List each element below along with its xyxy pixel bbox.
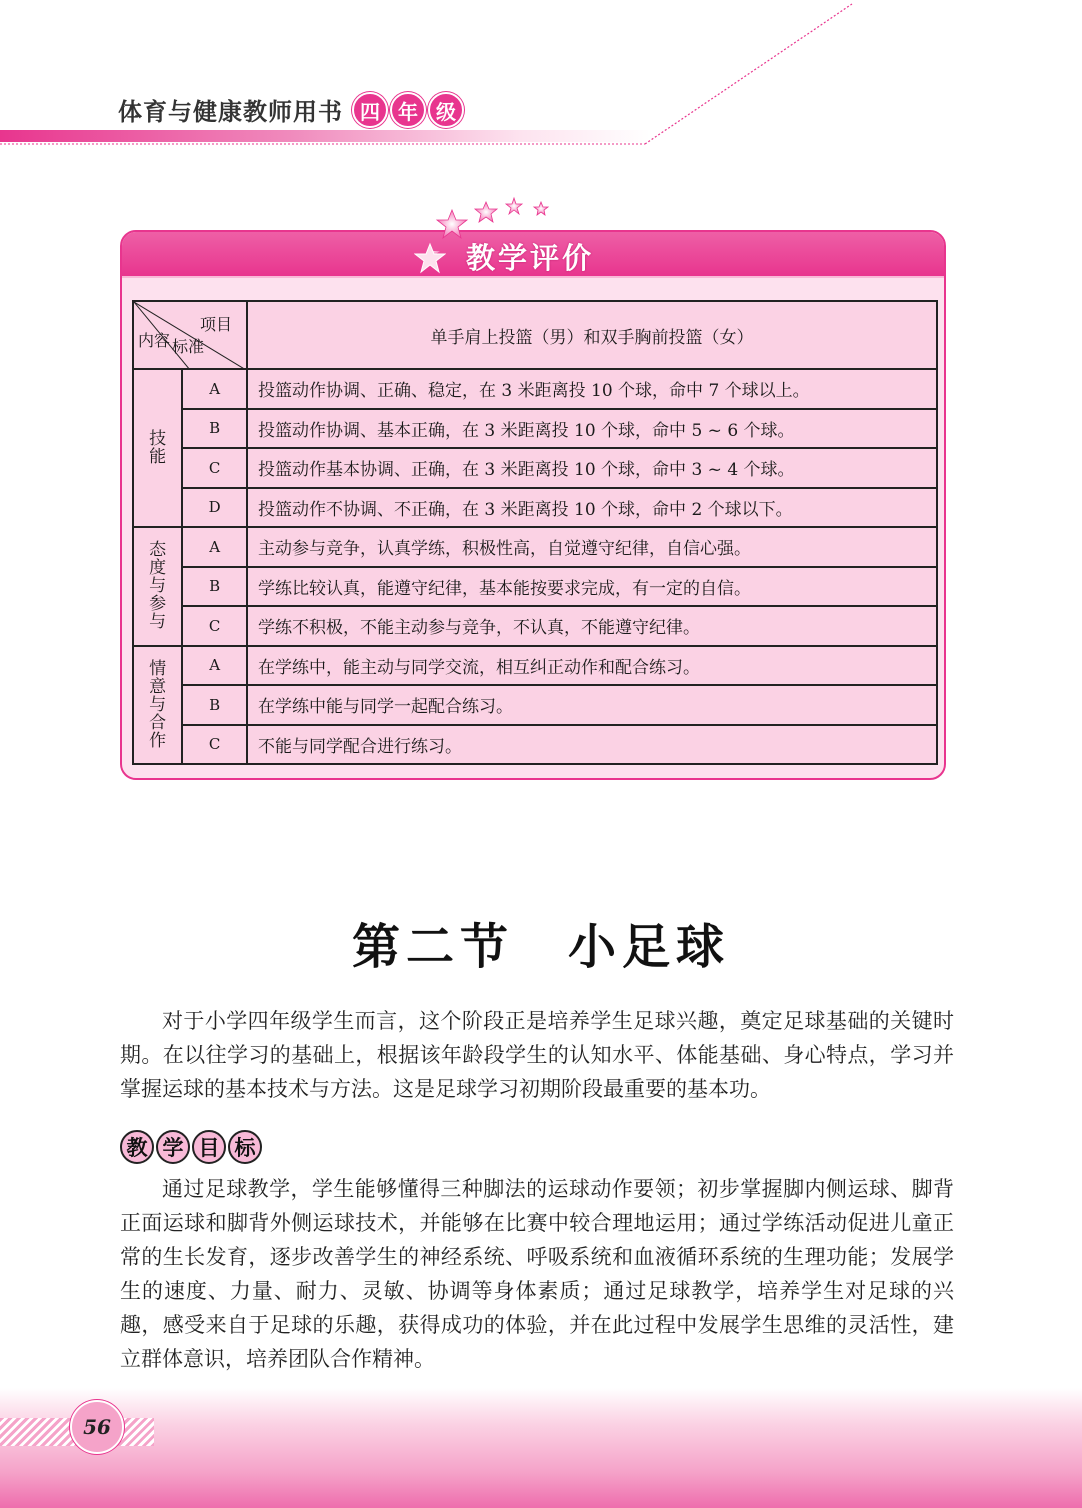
table-header-row	[133, 301, 937, 369]
table-row	[133, 567, 937, 607]
corner-label-content: 内容	[138, 331, 171, 350]
criteria-cell: 投篮动作协调、正确、稳定，在 3 米距离投 10 个球，命中 7 个球以上。	[247, 369, 937, 409]
table-row	[133, 488, 937, 528]
level-cell: B	[182, 567, 247, 607]
header-bar	[0, 130, 650, 142]
title-star-icon	[414, 242, 446, 274]
table-row	[133, 527, 937, 567]
goal-char: 标	[228, 1130, 262, 1164]
criteria-cell: 学练不积极，不能主动参与竞争，不认真，不能遵守纪律。	[247, 606, 937, 646]
grade-badge	[352, 92, 464, 128]
criteria-cell: 不能与同学配合进行练习。	[247, 725, 937, 765]
goal-char: 学	[156, 1130, 190, 1164]
level-cell: A	[182, 646, 247, 686]
criteria-cell: 在学练中能与同学一起配合练习。	[247, 685, 937, 725]
level-cell: A	[182, 369, 247, 409]
grade-char: 年	[390, 92, 426, 128]
criteria-cell: 在学练中，能主动与同学交流，相互纠正动作和配合练习。	[247, 646, 937, 686]
corner-cell	[133, 301, 247, 369]
corner-label-standard: 标准	[172, 337, 205, 356]
category-cooperation: 情意与合作	[133, 646, 182, 765]
criteria-cell: 投篮动作协调、基本正确，在 3 米距离投 10 个球，命中 5 ~ 6 个球。	[247, 409, 937, 449]
criteria-cell: 投篮动作基本协调、正确，在 3 米距离投 10 个球，命中 3 ~ 4 个球。	[247, 448, 937, 488]
table-row	[133, 646, 937, 686]
table-row	[133, 369, 937, 409]
level-cell: B	[182, 685, 247, 725]
level-cell: B	[182, 409, 247, 449]
category-skill: 技能	[133, 369, 182, 527]
section-title: 第二节 小足球	[351, 919, 730, 975]
book-title: 体育与健康教师用书	[118, 97, 343, 126]
goal-char: 目	[192, 1130, 226, 1164]
table-row	[133, 685, 937, 725]
intro-paragraph: 对于小学四年级学生而言，这个阶段正是培养学生足球兴趣，奠定足球基础的关键时期。在以往学习的基础上，根据该年龄段学生的认知水平、体能基础、身心特点，学习并掌握运球的基本技术与方法。这是足球学习初期阶段最重要的基本功。	[120, 1009, 954, 1101]
level-cell: C	[182, 725, 247, 765]
level-cell: D	[182, 488, 247, 528]
table-row	[133, 409, 937, 449]
grade-char: 四	[352, 92, 388, 128]
level-cell: A	[182, 527, 247, 567]
criteria-cell: 主动参与竞争，认真学练，积极性高，自觉遵守纪律，自信心强。	[247, 527, 937, 567]
project-title: 单手肩上投篮（男）和双手胸前投篮（女）	[247, 301, 937, 369]
criteria-cell: 投篮动作不协调、不正确，在 3 米距离投 10 个球，命中 2 个球以下。	[247, 488, 937, 528]
corner-label-project: 项目	[200, 315, 233, 334]
category-attitude: 态度与参与	[133, 527, 182, 646]
evaluation-title: 教学评价	[466, 241, 595, 275]
evaluation-table	[132, 300, 938, 765]
page-number: 56	[70, 1400, 124, 1454]
footer-band	[0, 1388, 1082, 1508]
level-cell: C	[182, 448, 247, 488]
criteria-cell: 学练比较认真，能遵守纪律，基本能按要求完成，有一定的自信。	[247, 567, 937, 607]
goal-char: 教	[120, 1130, 154, 1164]
goal-paragraph: 通过足球教学，学生能够懂得三种脚法的运球动作要领；初步掌握脚内侧运球、脚背正面运球和脚背外侧运球技术，并能够在比赛中较合理地运用；通过学练活动促进儿童正常的生长发育，逐步改善学生的神经系统、呼吸系统和血液循环系统的生理功能；发展学生的速度、力量、耐力、灵敏、协调等身体素质；通过足球教学，培养学生对足球的兴趣，感受来自于足球的乐趣，获得成功的体验，并在此过程中发展学生思维的灵活性，建立群体意识，培养团队合作精神。	[120, 1177, 954, 1371]
teaching-goal-heading	[120, 1130, 262, 1164]
table-row	[133, 725, 937, 765]
grade-char: 级	[428, 92, 464, 128]
level-cell: C	[182, 606, 247, 646]
table-row	[133, 448, 937, 488]
table-row	[133, 606, 937, 646]
